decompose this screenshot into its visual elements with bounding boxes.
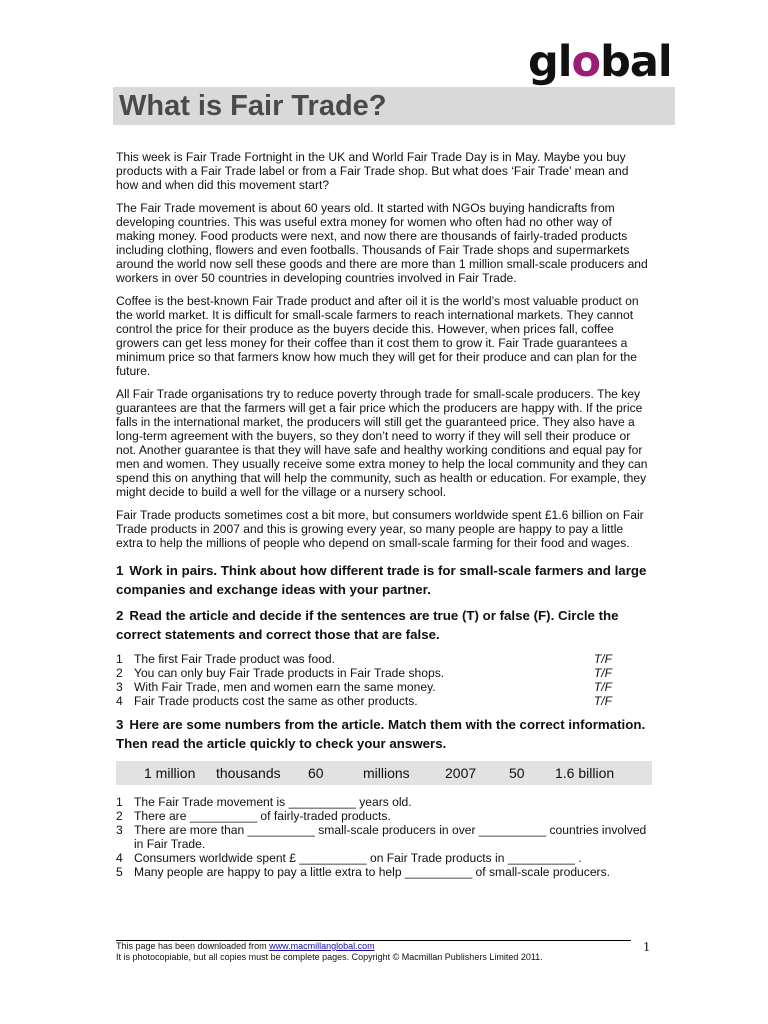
article-paragraph: Coffee is the best-known Fair Trade product and after oil it is the world’s most valuable product on the world market. It is difficult for small-scale farmers to reach international markets. They cannot control the price for their produce as the buyers decide this. However, when prices fall, coffee growers can get less money for their coffee than it cost them to grow it. Fair Trade guarantees a minimum price so that farmers know how much they will get for their produce and can plan for the future. [116,294,639,378]
numbers-box [116,761,652,785]
true-false-list [116,652,652,708]
true-false-option[interactable]: T/F [593,666,612,680]
footer [116,941,636,963]
list-item: 3 With Fair Trade, men and women earn the same money. T/F [116,680,612,694]
fill-in-list [116,795,652,879]
list-item: 1 The Fair Trade movement is __________ years old. [116,795,412,809]
list-item: 4 Consumers worldwide spent £ __________ on Fair Trade products in __________ . [116,851,582,865]
list-item: 4 Fair Trade products cost the same as other products. T/F [116,694,612,708]
number-option: millions [363,765,410,781]
worksheet-content [116,150,652,887]
macmillan-link[interactable]: www.macmillanglobal.com [269,941,375,951]
article-paragraph: All Fair Trade organisations try to reduce poverty through trade for small-scale producers. The key guarantees are that the farmers will get a fair price which the producers are happy with. If the price falls in the international market, the producers will still get the guaranteed price. They also have a long-term agreement with the buyers, so they don’t need to worry if they will sell their produce or not. Another guarantee is that they will have safe and healthy working conditions and equal pay for men and women. They usually receive some extra money to help the local community and they can spend this on anything that will help the community, such as health or education. For example, they might decide to build a well for the village or a nursery school. [116,387,648,499]
number-option: thousands [216,765,281,781]
footer-copyright: It is photocopiable, but all copies must be complete pages. Copyright © Macmillan Publishers Limited 2011. [116,952,543,962]
list-item: 5 Many people are happy to pay a little extra to help __________ of small-scale producers. [116,865,610,879]
question-2: 2 Read the article and decide if the sentences are true (T) or false (F). Circle the correct statements and correct those that are false. [116,608,619,642]
article-paragraph: Fair Trade products sometimes cost a bit more, but consumers worldwide spent £1.6 billion on Fair Trade products in 2007 and this is growing every year, so many people are happy to pay a little extra to help the millions of people who depend on small-scale farming for their food and wages. [116,508,644,550]
true-false-option[interactable]: T/F [593,652,612,666]
number-option: 2007 [445,765,477,781]
list-item: 2 There are __________ of fairly-traded products. [116,809,391,823]
number-option: 50 [509,765,525,781]
list-item: 2 You can only buy Fair Trade products in Fair Trade shops. T/F [116,666,612,680]
page-number: 1 [643,940,650,955]
true-false-option[interactable]: T/F [593,680,612,694]
number-option: 1.6 billion [555,765,615,781]
question-3: 3 Here are some numbers from the article. Match them with the correct information. Then read the article quickly to check your answers. [116,717,646,751]
number-option: 60 [308,765,324,781]
global-logo: global [528,37,672,87]
true-false-option[interactable]: T/F [593,694,612,708]
page-title: What is Fair Trade? [119,90,387,122]
article-paragraph: This week is Fair Trade Fortnight in the UK and World Fair Trade Day is in May. Maybe you buy products with a Fair Trade label or from a Fair Trade shop. But what does ‘Fair Trade’ mean and how and when did this movement start? [116,150,629,192]
list-item: 3 There are more than __________ small-scale producers in over __________ countries involved in Fair Trade. [116,823,647,851]
list-item: 1 The first Fair Trade product was food. T/F [116,652,612,666]
article-paragraph: The Fair Trade movement is about 60 years old. It started with NGOs buying handicrafts from developing countries. This was useful extra money for women who often had no other way of making money. Food products were next, and now there are thousands of fairly-traded products including clothing, flowers and even footballs. Thousands of Fair Trade shops and supermarkets around the world now sell these goods and there are more than 1 million small-scale producers and workers in over 50 countries in developing countries involved in Fair Trade. [116,201,648,285]
question-1: 1 Work in pairs. Think about how different trade is for small-scale farmers and large companies and exchange ideas with your partner. [116,563,647,597]
number-option: 1 million [144,765,196,781]
footer-download-line: This page has been downloaded from www.macmillanglobal.com [116,941,375,951]
title-bar [113,87,675,125]
